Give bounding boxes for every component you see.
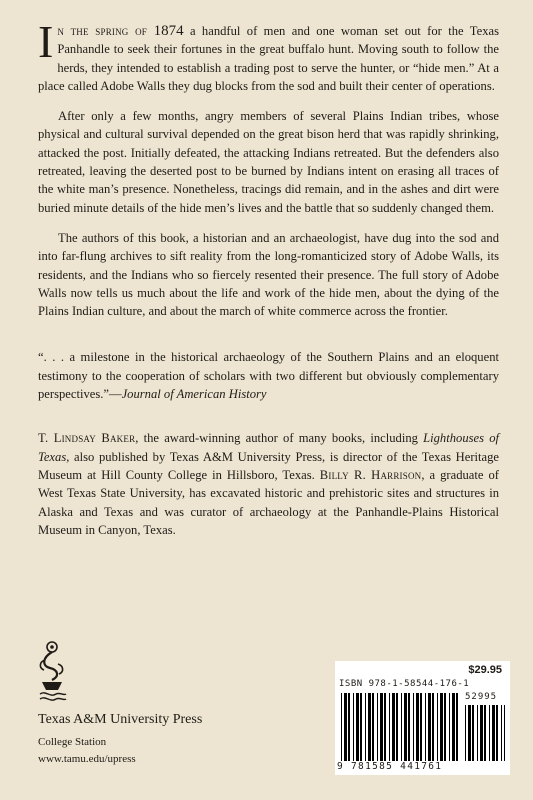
addon-barcode	[465, 705, 505, 761]
author-bio	[38, 429, 499, 539]
author-2-name: Billy R. Harrison	[319, 467, 422, 482]
paragraph-2: After only a few months, angry members of several Plains Indian tribes, whose physical and cultural survival depended on the great bison herd that was rapidly shrinking, attacked the post. Initially defeated, the attacking Indians retreated. But the defenders also retreated, leaving the deserted post to be burned by Indians intent on erasing all traces of the white man’s presence. Nonetheless, tracings did remain, and in the ashes and dirt were buried minute details of the hide men’s lives and the battle that so suddenly changed them.	[38, 109, 499, 215]
quote-source: Journal of American History	[121, 387, 267, 402]
book-title: Lighthouses of Texas,	[38, 431, 499, 464]
bio-text-3: , a graduate of West Texas State University, has excavated historic and prehistoric sites and structures in Alaska and Texas and was curator of archaeology at the Panhandle-Plains Historical Museum in Canyon, Texas.	[38, 467, 499, 537]
lead-in: n the spring of	[57, 24, 154, 38]
ean-barcode	[341, 693, 461, 761]
ean-digits: 9 781585 441761	[337, 761, 443, 772]
addon-code: 52995	[465, 692, 498, 702]
bio-text-1: , the award-winning author of many books, including	[135, 431, 424, 446]
year: 1874	[153, 23, 184, 39]
publisher-name: Texas A&M University Press	[38, 712, 203, 727]
description-text	[38, 16, 499, 551]
dropcap: I	[38, 16, 54, 67]
paragraph-3: The authors of this book, a historian and an archaeologist, have dug into the sod and into far-flung archives to sift reality from the long-romanticized story of Adobe Walls, its residents, and the Indians who so fiercely resented their presence. The full story of Adobe Walls now tells us much about the life and work of the hide men, about the dying of the Plains Indian culture, and about the march of white commerce across the frontier.	[38, 230, 499, 319]
author-1-name: T. Lindsay Baker	[38, 431, 136, 446]
isbn: ISBN 978-1-58544-176-1	[339, 679, 470, 689]
bio-text-2: also published by Texas A&M University Press, is director of the Texas Heritage Museum at Hill County College in Hillsboro, Texas.	[38, 449, 499, 482]
publisher-url: www.tamu.edu/upress	[38, 753, 136, 765]
intro-paragraph	[38, 16, 499, 95]
publisher-location: College Station	[38, 736, 107, 748]
price: $29.95	[468, 664, 502, 676]
intro-text: a handful of men and one woman set out for the Texas Panhandle to seek their fortunes in the great buffalo hunt. Moving south to follow the herds, they intended to establish a trading post to serve the hunter, or “hide men.” At a place called Adobe Walls they dug blocks from the sod and built their center of operations.	[38, 24, 499, 93]
review-quote	[38, 348, 499, 403]
quote-text: “. . . a milestone in the historical archaeology of the Southern Plains and an eloquent testimony to the cooperation of scholars with two different but obviously complementary perspectives.”—	[38, 350, 499, 402]
barcode-panel	[335, 661, 510, 775]
texas-am-press-emblem-icon	[36, 640, 70, 702]
